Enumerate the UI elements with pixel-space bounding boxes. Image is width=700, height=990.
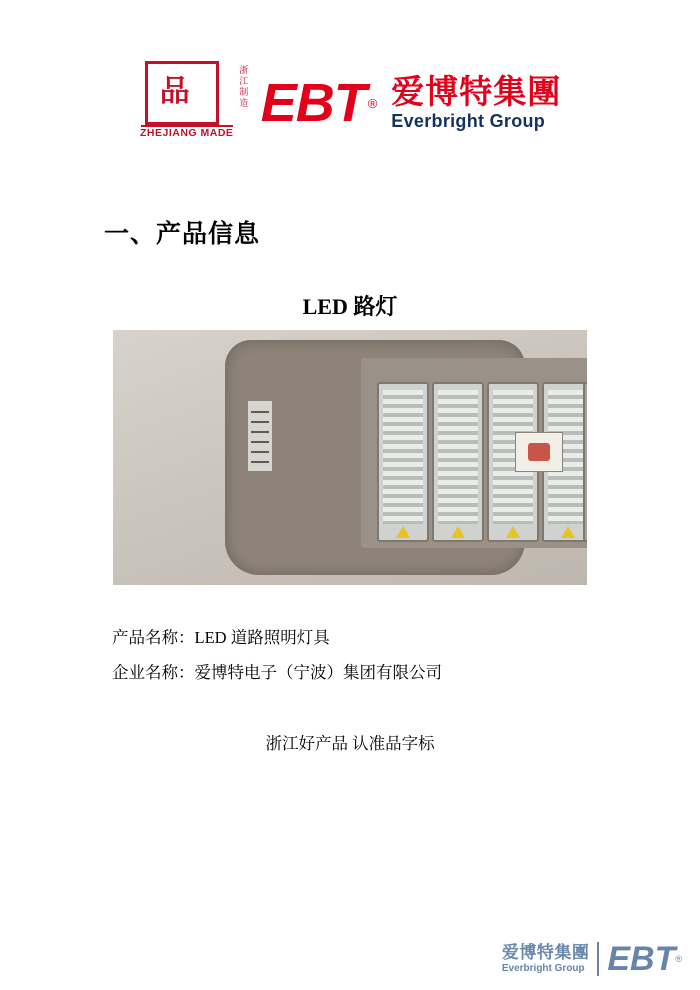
brand-name-block (387, 74, 561, 132)
slogan-text: 浙江好产品 认准品字标 (265, 734, 435, 753)
warning-triangle-icon (506, 526, 520, 538)
footer-registered-icon: ® (675, 954, 682, 964)
zhejiang-seal-character: 品 (159, 75, 188, 108)
company-name-value: 爱博特电子（宁波）集团有限公司 (194, 663, 442, 682)
zhejiang-caption: ZHEJIANG MADE (139, 127, 234, 139)
ebt-brand-logo (261, 74, 562, 132)
certification-mark-icon (528, 443, 550, 461)
warning-triangle-icon (451, 526, 465, 538)
ebt-wordmark: EBT (260, 73, 366, 133)
warning-triangle-icon (396, 526, 410, 538)
label-line (251, 441, 269, 443)
brand-name-en: Everbright Group (391, 111, 546, 131)
warning-triangle-icon (561, 526, 575, 538)
label-line (251, 451, 269, 453)
led-module-blank (583, 382, 587, 542)
footer-brand-text (502, 943, 590, 975)
rating-label-plate (247, 400, 273, 472)
company-name-label: 企业名称： (112, 663, 195, 682)
product-name-value: LED 道路照明灯具 (194, 628, 330, 647)
led-lens-grid (438, 390, 478, 524)
footer-brand-en: Everbright Group (501, 963, 585, 974)
led-lens-grid (383, 390, 423, 524)
certification-label (515, 432, 563, 472)
product-name-line (112, 620, 442, 655)
label-line (251, 431, 269, 433)
document-header (0, 58, 700, 148)
product-name-label: 产品名称： (112, 628, 195, 647)
product-heading: LED 路灯 (302, 294, 398, 319)
footer-divider (597, 942, 599, 976)
zhejiang-vertical-text: 浙江制造 (239, 65, 249, 108)
zhejiang-made-logo (139, 61, 249, 145)
label-line (251, 461, 269, 463)
label-line (251, 421, 269, 423)
company-name-line (112, 655, 442, 690)
registered-trademark-icon: ® (367, 95, 378, 111)
led-module (377, 382, 429, 542)
footer-brand-logo (502, 942, 682, 976)
lamp-housing (225, 340, 525, 575)
label-line (251, 411, 269, 413)
product-info-block (112, 620, 442, 690)
product-photo (113, 330, 587, 585)
section-title: 一、产品信息 (104, 220, 261, 248)
footer-ebt-wordmark: EBT (607, 940, 676, 978)
brand-name-cn: 爱博特集團 (391, 73, 562, 110)
led-module (432, 382, 484, 542)
footer-brand-cn: 爱博特集團 (501, 943, 590, 962)
